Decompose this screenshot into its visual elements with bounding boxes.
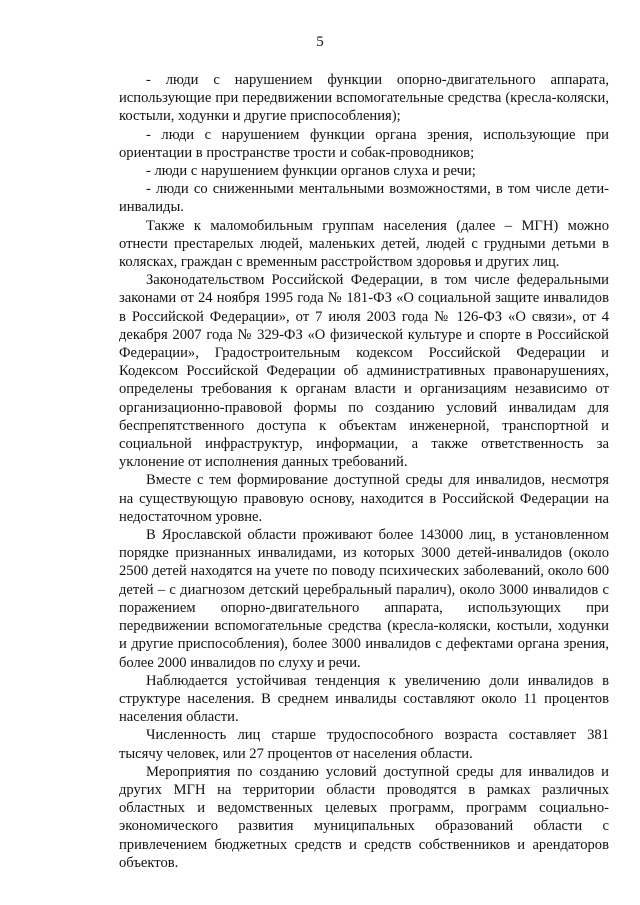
document-body: [119, 71, 609, 872]
page-number: 5: [316, 34, 324, 50]
paragraph-insufficient-level: Вместе с тем формирование доступной среды для инвалидов, несмотря на существующую правовую основу, находится в Российской Федерации на недостаточном уровне.: [119, 472, 609, 525]
paragraph-measures: Мероприятия по созданию условий доступной среды для инвалидов и других МГН на территории области проводятся в рамках различных областных и ведомственных целевых программ, программ социально-экономического развития муниципальных образований области с привлечением бюджетных средств и средств собственников и арендаторов объектов.: [119, 763, 609, 871]
paragraph-list-item-mental: - люди со сниженными ментальными возможностями, в том числе дети-инвалиды.: [119, 181, 609, 216]
paragraph-elderly-population: Численность лиц старше трудоспособного возраста составляет 381 тысячу человек, или 27 процентов от населения области.: [119, 727, 609, 762]
paragraph-legislation: Законодательством Российской Федерации, в том числе федеральными законами от 24 ноября 1995 года № 181-ФЗ «О социальной защите инвалидов в Российской Федерации», от 7 июля 2003 года № 126-ФЗ «О связи», от 4 декабря 2007 года № 329-ФЗ «О физической культуре и спорте в Российской Федерации», Градостроительным кодексом Российской Федерации и Кодексом Российской Федерации об административных правонарушениях, определены требования к органам власти и организациям независимо от организационно-правовой формы по созданию условий инвалидам для беспрепятственного доступа к объектам инженерной, транспортной и социальной инфраструктур, информации, а также ответственность за уклонение от исполнения данных требований.: [119, 272, 609, 471]
paragraph-list-item-musculoskeletal: - люди с нарушением функции опорно-двигательного аппарата, использующие при передвижении вспомогательные средства (кресла-коляски, костыли, ходунки и другие приспособления);: [119, 72, 609, 125]
paragraph-mgn-definition: Также к маломобильным группам населения (далее – МГН) можно отнести престарелых людей, маленьких детей, людей с грудными детьми в колясках, граждан с временным расстройством здоровья и других лиц.: [119, 217, 609, 271]
paragraph-list-item-hearing: - люди с нарушением функции органов слуха и речи;: [146, 163, 476, 180]
paragraph-trend: Наблюдается устойчивая тенденция к увеличению доли инвалидов в структуре населения. В среднем инвалиды составляют около 11 процентов населения области.: [119, 672, 609, 726]
paragraph-list-item-vision: - люди с нарушением функции органа зрения, использующие при ориентации в пространстве трости и собак-проводников;: [119, 126, 609, 161]
paragraph-yaroslavl-statistics: В Ярославской области проживают более 143000 лиц, в установленном порядке признанных инвалидами, из которых 3000 детей-инвалидов (около 2500 детей находятся на учете по поводу психических заболеваний, около 600 детей – с диагнозом детский церебральный паралич), около 3000 инвалидов с поражением опорно-двигательного аппарата, использующих при передвижении вспомогательные средства (кресла-коляски, костыли, ходунки и другие приспособления), более 3000 инвалидов с дефектами органа зрения, более 2000 инвалидов по слуху и речи.: [119, 527, 609, 671]
